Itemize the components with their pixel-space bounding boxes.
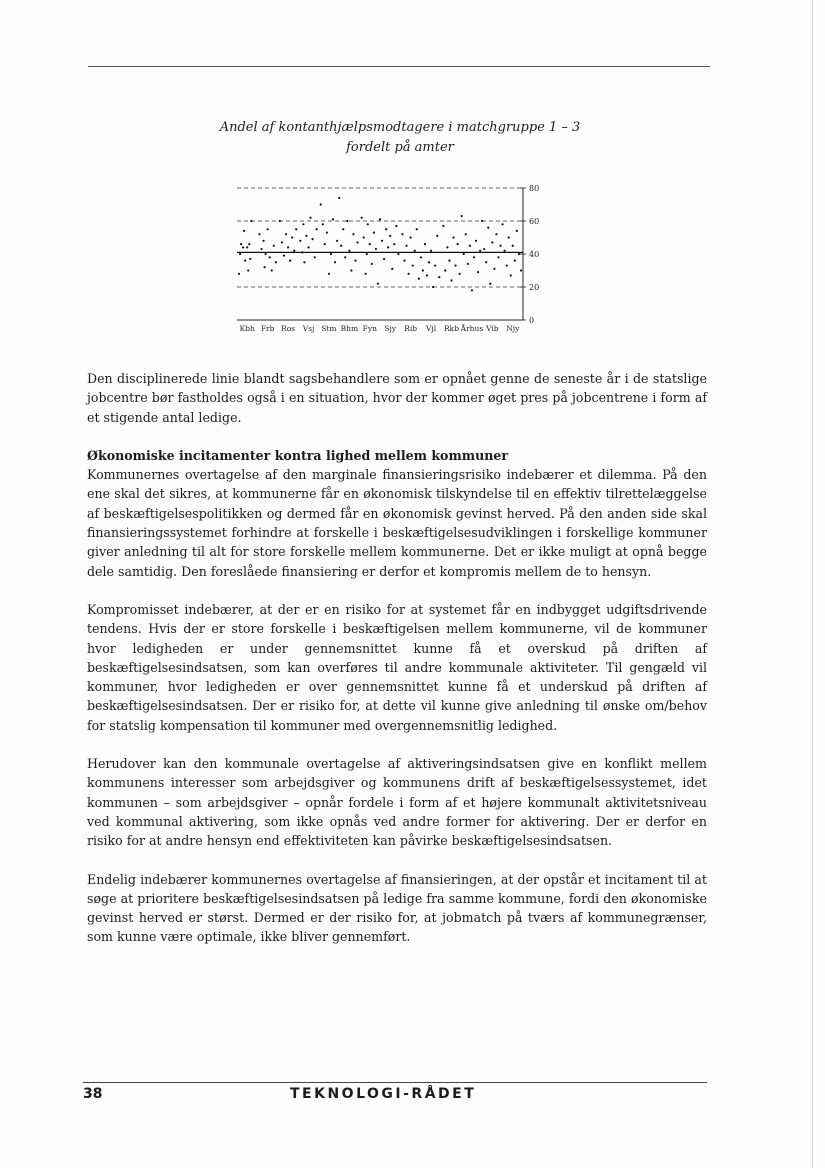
data-point-115 [477,271,479,273]
x-tick-label-2: Ros [281,324,296,333]
data-point-76 [393,243,395,245]
data-point-108 [463,253,465,255]
data-point-68 [377,283,379,285]
data-point-134 [516,230,518,232]
data-point-56 [352,233,354,235]
data-point-129 [506,264,508,266]
paragraph-2: Kommunernes overtagelse af den marginale finansieringsrisiko indebærer et dilemma. På den ene skal det sikres, at kommunerne får en økonomisk tilskyndelse til en effektiv tilrettelæggelse af beskæftigelsespolitikken og dermed får en økonomisk gevinst herved. På den anden side skal finansieringssystemet forhindre at forskelle i beskæftigelsesudviklingen i forskellige kommuner giver anledning til alt for store forskelle mellem kommunerne. Det er ikke muligt at opnå begge dele samtidig. Den foreslåede finansiering er derfor et kompromis mellem de to hensyn. [87,467,707,579]
data-point-75 [391,268,393,270]
data-point-50 [340,245,342,247]
data-point-98 [442,225,444,227]
data-point-31 [301,251,303,253]
data-point-10 [250,220,252,222]
x-tick-label-6: Fyn [362,324,377,333]
data-point-13 [262,240,264,242]
publisher-name: TEKNOLOGI-RÅDET [290,1086,477,1102]
data-point-65 [371,263,373,265]
data-point-77 [395,225,397,227]
data-point-22 [281,241,283,243]
data-point-94 [432,286,434,288]
data-point-8 [248,243,250,245]
data-point-15 [265,253,267,255]
data-point-109 [465,233,467,235]
data-point-100 [446,246,448,248]
data-point-41 [322,223,324,225]
data-point-42 [324,243,326,245]
x-tick-label-7: Sjy [384,324,397,333]
data-point-24 [285,233,287,235]
data-point-19 [273,245,275,247]
data-point-86 [416,228,418,230]
y-tick-label-0: 0 [529,316,535,325]
data-point-136 [520,269,522,271]
data-point-28 [293,250,295,252]
data-point-72 [385,228,387,230]
x-tick-label-5: Bhm [340,324,359,333]
chart-points [238,197,522,292]
data-point-4 [243,230,245,232]
data-point-48 [336,240,338,242]
data-point-82 [408,273,410,275]
x-tick-label-10: Rkb [444,324,459,333]
data-point-32 [302,223,304,225]
data-point-113 [473,256,475,258]
y-tick-label-2: 40 [529,250,540,259]
data-point-2 [240,243,242,245]
x-tick-label-3: Vsj [302,324,315,333]
data-point-49 [338,197,340,199]
data-point-34 [305,235,307,237]
data-point-84 [412,264,414,266]
data-point-61 [365,273,367,275]
data-point-74 [389,235,391,237]
data-point-121 [489,283,491,285]
data-point-5 [244,260,246,262]
data-point-91 [426,274,428,276]
data-point-57 [354,260,356,262]
data-point-33 [303,261,305,263]
data-point-38 [314,256,316,258]
data-point-20 [275,261,277,263]
data-point-131 [510,274,512,276]
data-point-1 [239,253,241,255]
data-point-117 [481,220,483,222]
data-point-18 [271,269,273,271]
data-point-73 [387,246,389,248]
data-point-59 [361,217,363,219]
data-point-97 [438,276,440,278]
data-point-60 [363,236,365,238]
data-point-52 [344,256,346,258]
data-point-37 [311,238,313,240]
data-point-70 [381,240,383,242]
data-point-102 [450,279,452,281]
data-point-78 [397,253,399,255]
data-point-26 [289,260,291,262]
x-tick-label-9: Vjl [426,324,437,333]
data-point-58 [356,241,358,243]
chart-x-ticks [240,324,521,333]
data-point-63 [367,223,369,225]
data-point-119 [485,261,487,263]
data-point-14 [263,266,265,268]
data-point-69 [379,218,381,220]
data-point-43 [326,231,328,233]
data-point-88 [420,256,422,258]
data-point-81 [405,245,407,247]
x-tick-label-13: Njy [506,324,520,333]
data-point-111 [469,245,471,247]
data-point-90 [424,243,426,245]
paragraph-3: Kompromisset indebærer, at der er en risiko for at systemet får en indbygget udgiftsdrivende tendens. Hvis der er store forskelle i beskæftigelsen mellem kommunerne, vil de kommuner hvor ledigheden er under gennemsnittet kunne få et overskud på driften af beskæftigelsesindsatsen, som kan overføres til andre kommunale aktiviteter. Til gengæld vil kommuner, hvor ledigheden er over gennemsnittet kunne få et underskud på driften af beskæftigelsesindsatsen. Der er risiko for, at dette vil kunne give anledning til ønske om/behov for statslig kompensation til kommuner med overgennemsnitlig ledighed. [87,601,707,733]
data-point-66 [373,231,375,233]
data-point-135 [518,253,520,255]
y-tick-label-1: 20 [529,283,540,292]
data-point-9 [249,258,251,260]
data-point-45 [330,253,332,255]
data-point-118 [483,248,485,250]
x-tick-label-12: Vib [486,324,499,333]
data-point-17 [269,256,271,258]
section-heading: Økonomiske incitamenter kontra lighed mellem kommuner [87,447,509,463]
data-point-23 [283,255,285,257]
data-point-122 [491,241,493,243]
data-point-95 [434,264,436,266]
body-text [87,369,707,966]
data-point-53 [346,220,348,222]
data-point-87 [418,278,420,280]
data-point-7 [247,269,249,271]
data-point-62 [366,253,368,255]
data-point-40 [320,203,322,205]
data-point-30 [299,240,301,242]
data-point-126 [499,245,501,247]
data-point-114 [475,240,477,242]
data-point-6 [246,246,248,248]
data-point-112 [471,289,473,291]
data-point-16 [267,228,269,230]
data-point-39 [316,228,318,230]
data-point-85 [414,250,416,252]
data-point-67 [375,248,377,250]
data-point-64 [369,243,371,245]
data-point-44 [328,273,330,275]
data-point-47 [334,261,336,263]
data-point-105 [457,243,459,245]
data-point-27 [291,236,293,238]
y-tick-label-4: 80 [529,184,540,193]
x-tick-label-0: Kbh [239,324,255,333]
data-point-12 [260,248,262,250]
paragraph-1: Den disciplinerede linie blandt sagsbehandlere som er opnået genne de seneste år i de statslige jobcentre bør fastholdes også i en situation, hvor der kommer øget pres på jobcentrene i form af et stigende antal ledige. [87,371,707,425]
data-point-107 [461,215,463,217]
data-point-124 [495,233,497,235]
data-point-25 [287,246,289,248]
data-point-133 [514,260,516,262]
data-point-92 [428,261,430,263]
data-point-29 [295,228,297,230]
page-number: 38 [83,1086,103,1102]
x-tick-label-8: Rib [404,324,418,333]
data-point-130 [508,236,510,238]
data-point-71 [383,258,385,260]
chart-title-block [200,118,600,158]
data-point-11 [258,233,260,235]
data-point-120 [487,227,489,229]
data-point-123 [493,268,495,270]
data-point-79 [401,233,403,235]
chart-title: Andel af kontanthjælpsmodtagere i matchgruppe 1 – 3 [219,120,581,135]
scatter-chart [225,178,555,338]
data-point-106 [459,273,461,275]
data-point-128 [504,250,506,252]
data-point-104 [454,264,456,266]
data-point-54 [348,250,350,252]
data-point-125 [497,256,499,258]
data-point-55 [350,269,352,271]
page-edge [812,0,813,1168]
paragraph-5: Endelig indebærer kommunernes overtagelse af finansieringen, at der opstår et incitament til at søge at prioritere beskæftigelsesindsatsen på ledige fra samme kommune, fordi den økonomiske gevinst herved er størst. Dermed er der risiko for, at jobmatch på tværs af kommunegrænser, som kunne være optimale, ikke bliver gennemført. [87,871,707,945]
data-point-35 [307,246,309,248]
data-point-0 [238,273,240,275]
x-tick-label-1: Frb [260,324,275,333]
data-point-101 [448,260,450,262]
data-point-83 [410,236,412,238]
data-point-110 [467,263,469,265]
header-rule [88,66,710,67]
paragraph-4: Herudover kan den kommunale overtagelse af aktiveringsindsatsen give en konflikt mellem kommunens interesser som arbejdsgiver og kommunens drift af beskæftigelsessystemet, idet kommunen – som arbejdsgiver – opnår fordele i form af et højere kommunalt aktivitetsniveau ved kommunal aktivering, som ikke opnås ved andre former for aktivering. Der er derfor en risiko for at andre hensyn end effektiviteten kan påvirke beskæftigelsesindsatsen. [87,756,707,849]
footer-rule [83,1082,707,1083]
x-tick-label-11: Århus [460,324,484,333]
chart-grid [237,188,523,320]
chart-subtitle: fordelt på amter [346,140,454,155]
data-point-132 [512,245,514,247]
data-point-51 [342,228,344,230]
data-point-99 [444,269,446,271]
data-point-89 [422,269,424,271]
data-point-46 [332,218,334,220]
data-point-80 [403,260,405,262]
y-tick-label-3: 60 [529,217,540,226]
data-point-96 [436,235,438,237]
data-point-127 [501,223,503,225]
data-point-36 [309,217,311,219]
x-tick-label-4: Stm [321,324,337,333]
data-point-103 [452,236,454,238]
data-point-116 [479,250,481,252]
data-point-3 [242,246,244,248]
data-point-93 [430,250,432,252]
data-point-21 [279,220,281,222]
